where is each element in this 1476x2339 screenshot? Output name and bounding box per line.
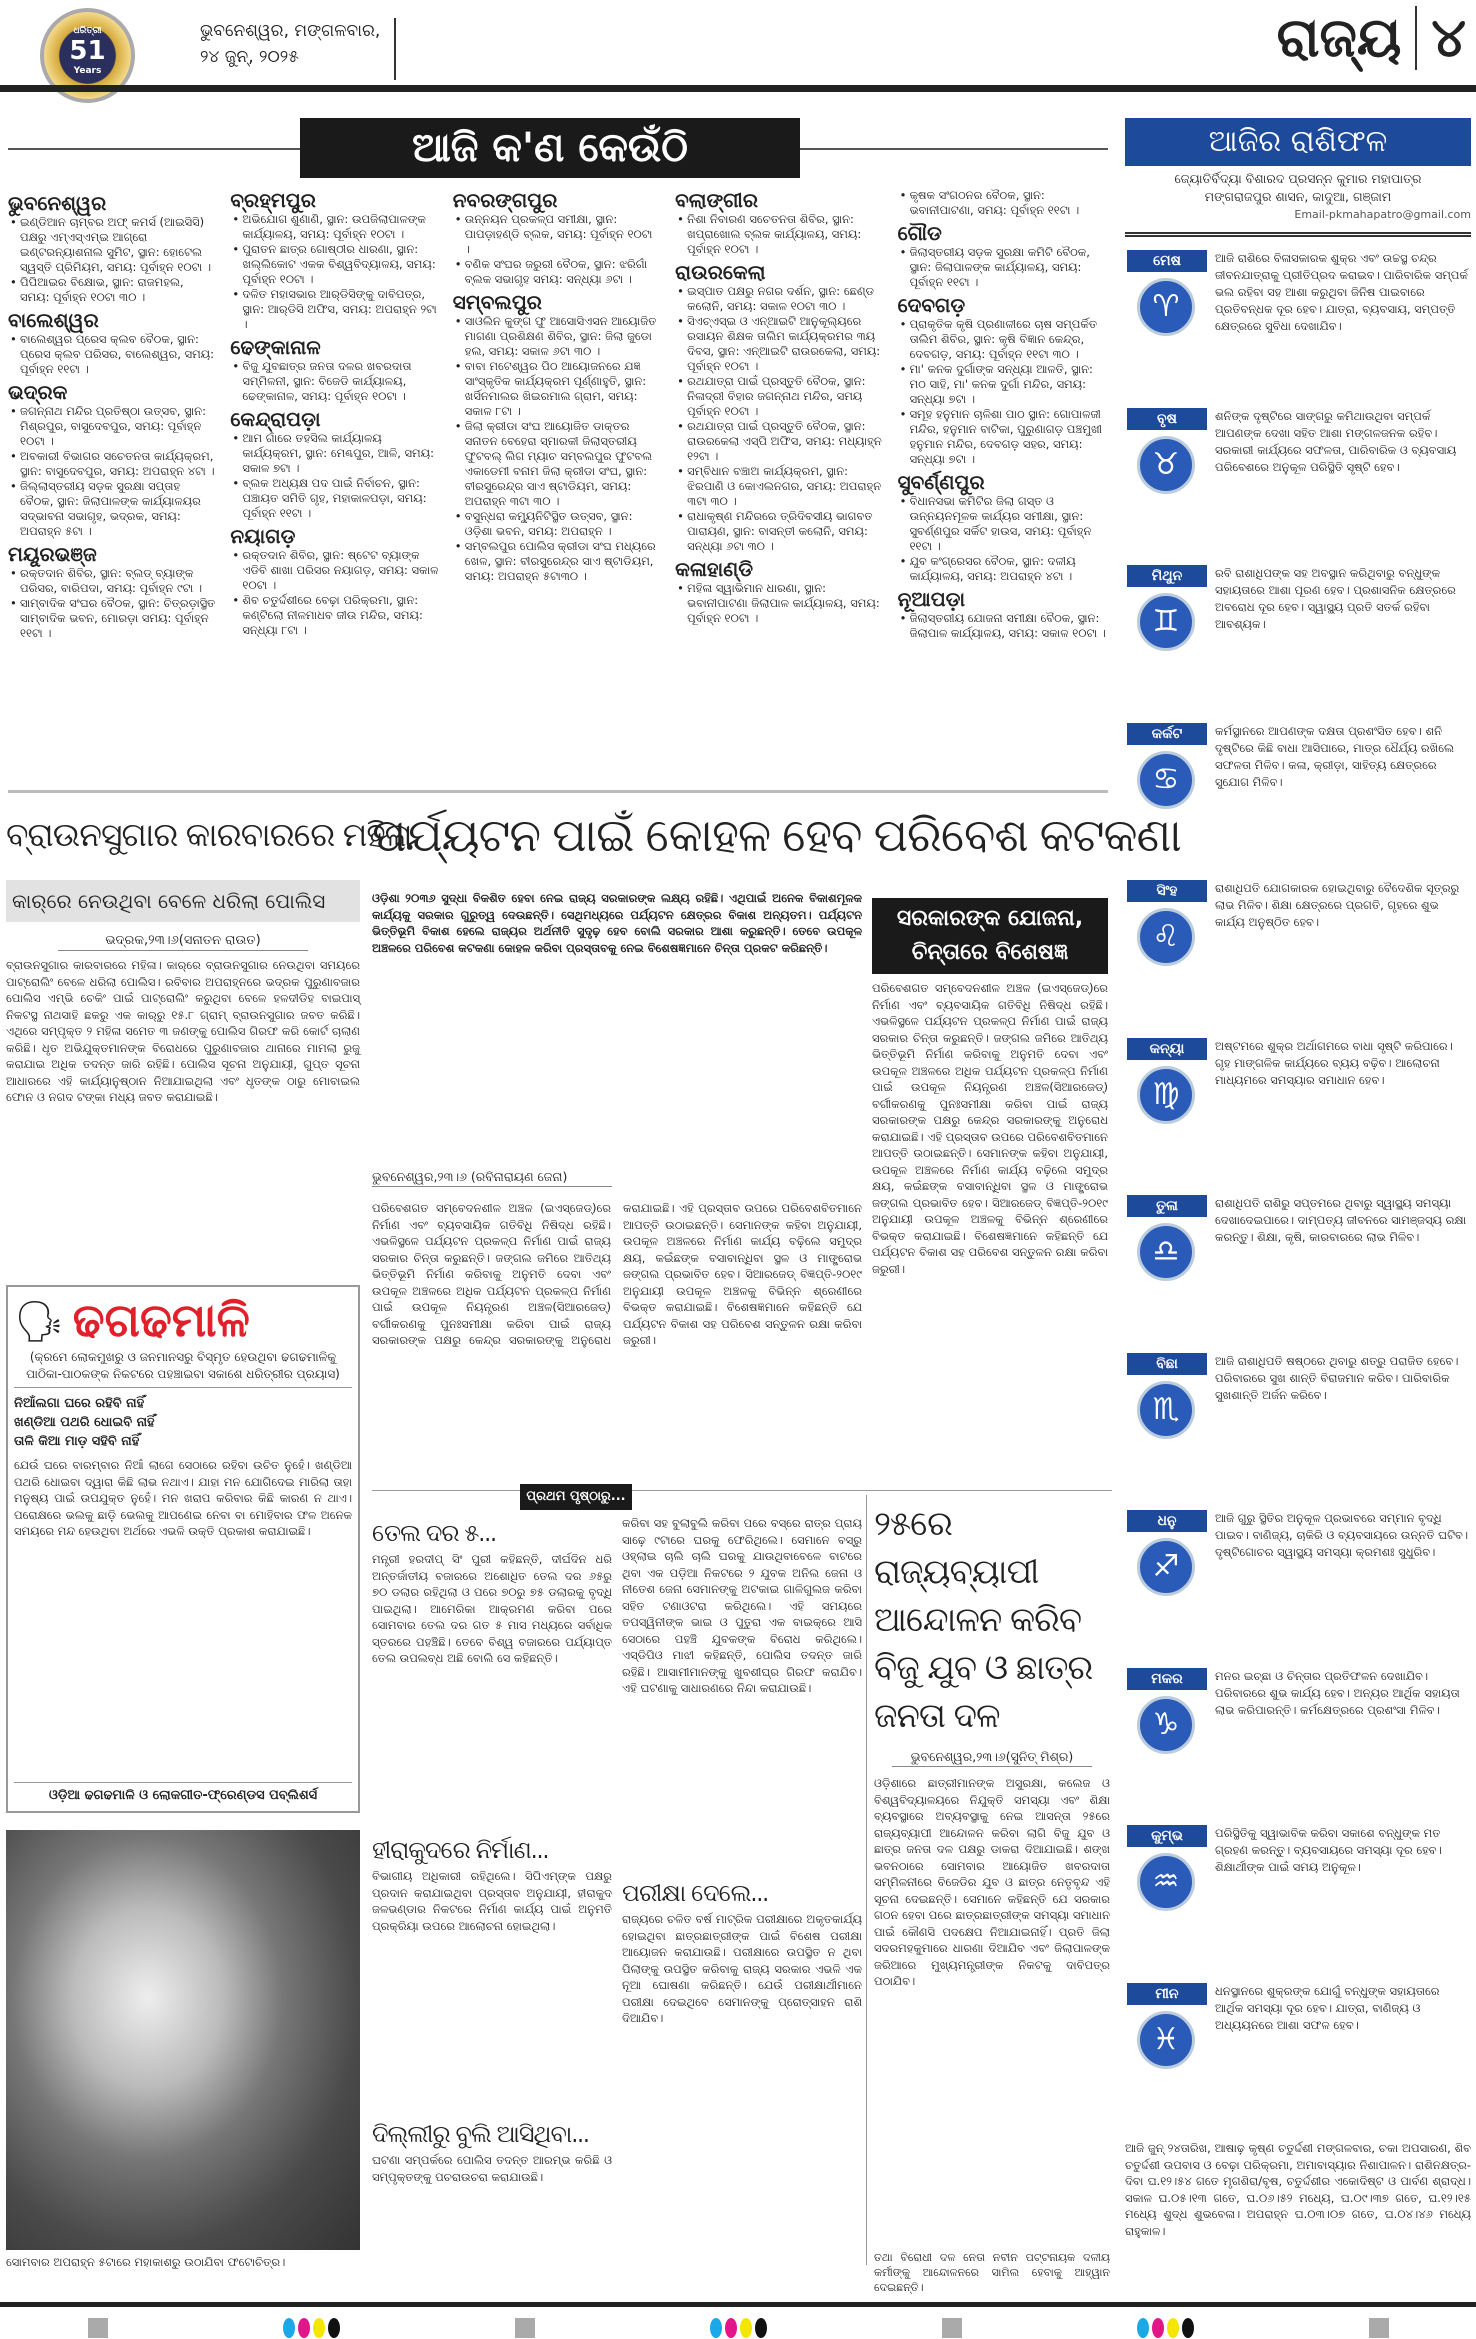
sign-text: କର୍ମସ୍ଥାନରେ ଆପଣଙ୍କ ଦକ୍ଷତା ପ୍ରଶଂସିତ ହେବ। ଶନି ଦୃଷ୍ଟିରେ କିଛି ବାଧା ଆସିପାରେ, ମାତ୍ର ଧୈର୍ଯ୍ୟ ରଖିଲେ ସଫଳତା ମିଳିବ। କଳା, କ୍ରୀଡ଼ା, ସାହିତ୍ୟ କ୍ଷେତ୍ରରେ ସୁଯୋଗ ମିଳିବ। — [1215, 723, 1454, 789]
cartoon-icon: 🗣 — [14, 1298, 65, 1345]
story2-side — [872, 898, 1108, 1475]
footer-rule — [0, 2302, 1476, 2307]
event-item: • ବସୁନ୍ଧରା କମ୍ୟୁନିଟିସ୍ଥିତ ଉତ୍ସବ, ସ୍ଥାନ: ଓଡ଼ିଶା ଭବନ, ସମୟ: ଅପରାହ୍ନ । — [453, 509, 661, 539]
continued-col2 — [622, 1515, 862, 2265]
continued-body: ବିଭାଗୀୟ ଅଧିକାରୀ ରହିଥିଲେ। ସିପିଏମ୍‌ଙ୍କ ପକ୍ଷରୁ ପ୍ରଦାନ କରାଯାଇଥିବା ପ୍ରସ୍ତାବ ଅନୁଯାୟୀ, ହୀରାକୁଦ ଜଳଭଣ୍ଡାର ନିକଟରେ ନିର୍ମାଣ କାର୍ଯ୍ୟ ପାଇଁ ଅନୁମତି ପ୍ରକ୍ରିୟା ଉପରେ ଆଲୋଚନା ହୋଇଥିଲା। — [372, 1869, 612, 1933]
event-item: • ଅଭିଯୋଗ ଶୁଣାଣି, ସ୍ଥାନ: ଉପଜିଲାପାଳଙ୍କ କାର୍ଯ୍ୟାଳୟ, ସମୟ: ପୂର୍ବାହ୍ନ ୧୦ଟା । — [230, 212, 438, 242]
event-city-heading: ଭଦ୍ରକ — [8, 380, 68, 404]
zodiac-icon: ♐ — [1137, 1538, 1195, 1596]
story3-footer: ତଥା ବିରୋଧୀ ଦଳ ନେତା ନବୀନ ପଟ୍ଟନାୟକ ଦଳୀୟ କର୍ମୀଙ୍କୁ ଆନ୍ଦୋଳନରେ ସାମିଲ ହେବାକୁ ଆହ୍ୱାନ ଦେଇଛନ୍ତି। — [874, 2251, 1110, 2294]
story1-body: ବ୍ରାଉନସୁଗାର କାରବାରରେ ମହିଳା। କାର୍‌ରେ ବ୍ରାଉନସୁଗାର ନେଉଥିବା ସମୟରେ ପାଟ୍ରୋଲିଂ ବେଳେ ଧରିଲା ପୋଲିସ। ରବିବାର ଅପରାହ୍ନରେ ଭଦ୍ରକ ପୁରୁଣାବଜାର ପୋଲିସ ଏମ୍‌ଭି ଚେକିଂ ପାଇଁ ପାଟ୍ରୋଲିଂ କରୁଥିବା ବେଳେ ହଳଦୀଡିହ ବାଇପାସ୍ ନିକଟସ୍ଥ ନାଥସାହି ଛକରୁ ଏକ କାର୍‌ରୁ ୧୫.୮ ଗ୍ରାମ୍ ବ୍ରାଉନସୁଗାର ଜବତ କରିଛି। ଏଥିରେ ସମ୍ପୃକ୍ତ ୨ ମହିଳା ସମେତ ୩ ଜଣଙ୍କୁ ପୋଲିସ ଗିରଫ କରି କୋର୍ଟ ଚାଲାଣ କରିଛି। ଧୃତ ଅଭିଯୁକ୍ତମାନଙ୍କ ବିରୋଧରେ ପୁରୁଣାବଜାର ଥାନାରେ ମାମଲା ରୁଜୁ କରାଯାଇ ଅଧିକ ତଦନ୍ତ ଜାରି ରହିଛି। ପୋଲିସ ସୂଚନା ଅନୁଯାୟୀ, ଗୁପ୍ତ ସୂଚନା ଆଧାରରେ ଏହି କାର୍ଯ୍ୟାନୁଷ୍ଠାନ ନିଆଯାଇଥିଲା ଏବଂ ଧୃତଙ୍କ ଠାରୁ ମୋବାଇଲ ଫୋନ ଓ ନଗଦ ଟଙ୍କା ମଧ୍ୟ ଜବତ କରାଯାଇଛି। — [6, 958, 360, 1104]
events-title: ଆଜି କ'ଣ କେଉଁଠି — [300, 118, 800, 178]
story2-body: ପରିବେଶଗତ ସମ୍ବେଦନଶୀଳ ଅଞ୍ଚଳ (ଇଏସ୍‌ଜେଡ୍)ରେ ନିର୍ମାଣ ଏବଂ ବ୍ୟବସାୟିକ ଗତିବିଧି ନିଷିଦ୍ଧ ରହିଛି। ଏଭଳିସ୍ଥଳେ ପର୍ଯ୍ୟଟନ ପ୍ରକଳ୍ପ ନିର୍ମାଣ ପାଇଁ ରାଜ୍ୟ ସରକାର ଚିନ୍ତା କରୁଛନ୍ତି। ଜଙ୍ଗଲ ଜମିରେ ଆତିଥ୍ୟ ଭିତ୍ତିଭୂମି ନିର୍ମାଣ କରିବାକୁ ଅନୁମତି ଦେବା ଏବଂ ଉପକୂଳ ଅଞ୍ଚଳରେ ଅଧିକ ପର୍ଯ୍ୟଟନ ପ୍ରକଳ୍ପ ନିର୍ମାଣ ପାଇଁ ଉପକୂଳ ନିୟନ୍ତ୍ରଣ ଅଞ୍ଚଳ(ସିଆରଜେଡ୍) ବର୍ଗୀକରଣକୁ ପୁନଃସମୀକ୍ଷା କରିବା ପାଇଁ ରାଜ୍ୟ ସରକାରଙ୍କ ପକ୍ଷରୁ କେନ୍ଦ୍ର ସରକାରଙ୍କୁ ଅନୁରୋଧ କରାଯାଇଛି। ଏହି ପ୍ରସ୍ତାବ ଉପରେ ପରିବେଶବିତମାନେ ଆପତ୍ତି ଉଠାଇଛନ୍ତି। ସେମାନଙ୍କ କହିବା ଅନୁଯାୟୀ, ଉପକୂଳ ଅଞ୍ଚଳରେ ନିର୍ମାଣ କାର୍ଯ୍ୟ ବଢ଼ିଲେ ସମୁଦ୍ର କ୍ଷୟ, କଇଁଛଙ୍କ ବସାବାନ୍ଧିବା ସ୍ଥଳ ଓ ମାଙ୍ଗ୍ରୋଭ ଜଙ୍ଗଲ ପ୍ରଭାବିତ ହେବ। ସିଆରଜେଡ୍ ବିଜ୍ଞପ୍ତି-୨୦୧୯ ଅନୁଯାୟୀ ଉପକୂଳ ଅଞ୍ଚଳକୁ ବିଭିନ୍ନ ଶ୍ରେଣୀରେ ବିଭକ୍ତ କରାଯାଇଛି। ବିଶେଷଜ୍ଞମାନେ କହିଛନ୍ତି ଯେ ପର୍ଯ୍ୟଟନ ବିକାଶ ସହ ପରିବେଶ ସନ୍ତୁଳନ ରକ୍ଷା କରିବା ଜରୁରୀ। — [372, 1201, 862, 1347]
print-registration-marks — [0, 2318, 1476, 2338]
event-item: • ମା' କନକ ଦୁର୍ଗାଙ୍କ ସନ୍ଧ୍ୟା ଆଳତି, ସ୍ଥାନ: ମଠ ସାହି, ମା' କନକ ଦୁର୍ଗା ମନ୍ଦିର, ସମୟ: ସନ୍ଧ୍ୟା ୭ଟା । — [898, 362, 1106, 407]
panjika: ଆଜି ଜୁନ୍ ୨୪ତାରିଖ, ଆଷାଢ଼ କୃଷ୍ଣ ଚତୁର୍ଦ୍ଦଶୀ ମଙ୍ଗଳବାର, ଚକା ଅପସାରଣ, ଶିବ ଚତୁର୍ଦ୍ଦଶୀ ଉପବାସ ଓ ବେଢ଼ା ପରିକ୍ରମା, ଅମାବାସ୍ୟାର ନିଶାପାଳନ। ରାଶିନକ୍ଷତ୍ର-ଦିବା ଘ.୧୨।୫୪ ଗତେ ମୃଗଶିରା/ବୃଷ, ଚତୁର୍ଦ୍ଦଶୀର ଏକୋଦିଷ୍ଟ ଓ ପାର୍ବଣ ଶ୍ରାଦ୍ଧ। ସକାଳ ଘ.୦୫।୧୩ ଗତେ, ଘ.୦୬।୫୨ ମଧ୍ୟେ, ଘ.୦୯।୩୭ ଗତେ, ଘ.୧୨।୧୫ ମଧ୍ୟେ ଶୁଦ୍ଧ ଶୁଭବେଳା। ଅପରାହ୍ନ ଘ.୦୩।୦୭ ଗତେ, ଘ.୦୪।୪୬ ମଧ୍ୟେ ରାହୁକାଳ। — [1125, 2141, 1471, 2238]
event-item: • ପ୍ରାକୃତିକ କୃଷି ପ୍ରଣାଳୀରେ ଚାଷ ସମ୍ପର୍କିତ ତାଲିମ ଶିବିର, ସ୍ଥାନ: କୃଷି ବିଜ୍ଞାନ କେନ୍ଦ୍ର, ଦେବଗଡ଼, ସମୟ: ପୂର୍ବାହ୍ନ ୧୧ଟା ୩୦ । — [898, 317, 1106, 362]
dateline: ଭୁବନେଶ୍ୱର, ମଙ୍ଗଳବାର, ୨୪ ଜୁନ୍, ୨୦୨୫ — [200, 18, 396, 80]
gray-mark — [1369, 2318, 1389, 2338]
sign-text: ଶନିଙ୍କ ଦୃଷ୍ଟିରେ ସାଙ୍ଗରୁ କମିଥାଉଥିବା ସମ୍ପର୍କ ଆପଣଙ୍କ ଦେଖା ସହିତ ଆଶା ମଙ୍ଗଳଜନକ ରହିବ। ସରକାରୀ କାର୍ଯ୍ୟରେ ସଫଳତା, ପାରିବାରିକ ଓ ବ୍ୟବସାୟ ପରିବେଶରେ ଅନୁକୂଳ ପରିସ୍ଥିତି ସୃଷ୍ଟି ହେବ। — [1215, 408, 1457, 474]
sign-label: କର୍କଟ — [1127, 723, 1207, 745]
story2-intro-cont: ପରିବେଶଗତ ସମ୍ବେଦନଶୀଳ ଅଞ୍ଚଳ (ଇଏସ୍‌ଜେଡ୍)ରେ ନିର୍ମାଣ ଏବଂ ବ୍ୟବସାୟିକ ଗତିବିଧି ନିଷିଦ୍ଧ ରହିଛି। ଏଭଳିସ୍ଥଳେ ପର୍ଯ୍ୟଟନ ପ୍ରକଳ୍ପ ନିର୍ମାଣ ପାଇଁ ରାଜ୍ୟ ସରକାର ଚିନ୍ତା କରୁଛନ୍ତି। ଜଙ୍ଗଲ ଜମିରେ ଆତିଥ୍ୟ ଭିତ୍ତିଭୂମି ନିର୍ମାଣ କରିବାକୁ ଅନୁମତି ଦେବା ଏବଂ ଉପକୂଳ ଅଞ୍ଚଳରେ ଅଧିକ ପର୍ଯ୍ୟଟନ ପ୍ରକଳ୍ପ ନିର୍ମାଣ ପାଇଁ ଉପକୂଳ ନିୟନ୍ତ୍ରଣ ଅଞ୍ଚଳ(ସିଆରଜେଡ୍) ବର୍ଗୀକରଣକୁ ପୁନଃସମୀକ୍ଷା କରିବା ପାଇଁ ରାଜ୍ୟ ସରକାରଙ୍କ ପକ୍ଷରୁ କେନ୍ଦ୍ର ସରକାରଙ୍କୁ ଅନୁରୋଧ କରାଯାଇଛି। ଏହି ପ୍ରସ୍ତାବ ଉପରେ ପରିବେଶବିତମାନେ ଆପତ୍ତି ଉଠାଇଛନ୍ତି। ସେମାନଙ୍କ କହିବା ଅନୁଯାୟୀ, ଉପକୂଳ ଅଞ୍ଚଳରେ ନିର୍ମାଣ କାର୍ଯ୍ୟ ବଢ଼ିଲେ ସମୁଦ୍ର କ୍ଷୟ, କଇଁଛଙ୍କ ବସାବାନ୍ଧିବା ସ୍ଥଳ ଓ ମାଙ୍ଗ୍ରୋଭ ଜଙ୍ଗଲ ପ୍ରଭାବିତ ହେବ। ସିଆରଜେଡ୍ ବିଜ୍ଞପ୍ତି-୨୦୧୯ ଅନୁଯାୟୀ ଉପକୂଳ ଅଞ୍ଚଳକୁ ବିଭିନ୍ନ ଶ୍ରେଣୀରେ ବିଭକ୍ତ କରାଯାଇଛି। ବିଶେଷଜ୍ଞମାନେ କହିଛନ୍ତି ଯେ ପର୍ଯ୍ୟଟନ ବିକାଶ ସହ ପରିବେଶ ସନ୍ତୁଳନ ରକ୍ଷା କରିବା ଜରୁରୀ। — [872, 981, 1108, 1276]
horoscope-sign — [1125, 1195, 1471, 1345]
story2-boxhead: ସରକାରଙ୍କ ଯୋଜନା, ଚିନ୍ତାରେ ବିଶେଷଜ୍ଞ — [872, 898, 1108, 974]
event-item: • ସାମ୍ବାଦିକ ସଂଘର ବୈଠକ, ସ୍ଥାନ: ଚିତ୍ରଡ଼ାସ୍ଥିତ ସାମ୍ବାଦିକ ଭବନ, ମୋରଡ଼ା ସମୟ: ପୂର୍ବାହ୍ନ ୧୧ଟା । — [8, 596, 216, 641]
divider — [1125, 232, 1471, 237]
event-item: • ଇଣ୍ଡିଆନ ଚାମ୍ବର ଅଫ୍ କମର୍ସ (ଆଇସିସି) ପକ୍ଷରୁ ଏମ୍ଏସ୍ଏମ୍ଇ ଆଗ୍ରୋ ଇଣ୍ଟରନ୍ୟାଶନାଲ ସୁମିଟ, ସ୍ଥାନ: ହୋଟେଲ ସ୍ୱସ୍ତି ପ୍ରିମିୟମ, ସମୟ: ପୂର୍ବାହ୍ନ ୧୦ଟା । — [8, 215, 216, 275]
sign-label: ଧନୁ — [1127, 1510, 1207, 1532]
section-header — [1277, 6, 1466, 70]
event-item: • ଜଗନ୍ନାଥ ମନ୍ଦିର ପ୍ରତିଷ୍ଠା ଉତ୍ସବ, ସ୍ଥାନ: ମିଶ୍ରପୁର, ବାସୁଦେବପୁର, ସମୟ: ପୂର୍ବାହ୍ନ ୧୦ଟା । — [8, 404, 216, 449]
sign-text: ରାଶାଧିପତି ଯୋଗକାରକ ହୋଇଥିବାରୁ ବୈଦେଶିକ ସୂତ୍ରରୁ ଲାଭ ମିଳିବ। ଶିକ୍ଷା କ୍ଷେତ୍ରରେ ପ୍ରଗତି, ଗୃହରେ ଶୁଭ କାର୍ଯ୍ୟ ଅନୁଷ୍ଠିତ ହେବ। — [1215, 881, 1460, 929]
verse-line: ତାଳି କିଆ ମାଡ଼ ସହିବି ନାହିଁ — [14, 1434, 140, 1449]
event-item: • ପିପିଆଇର ବିକ୍ଷୋଭ, ସ୍ଥାନ: ରାଜମହଲ, ସମୟ: ପୂର୍ବାହ୍ନ ୧୦ଟା ୩୦ । — [8, 275, 216, 305]
event-item: • ବ୍ଲକ ଅଧ୍ୟକ୍ଷ ପଦ ପାଇଁ ନିର୍ବାଚନ, ସ୍ଥାନ: ପଞ୍ଚାୟତ ସମିତି ଗୃହ, ମହାକାଳପଡ଼ା, ସମୟ: ପୂର୍ବାହ୍ନ ୧୧ଟା । — [230, 476, 438, 521]
event-city-heading: ଭୁବନେଶ୍ୱର — [8, 191, 107, 215]
verse-line: ନିଆଁଲଗା ଘରେ ରହିବି ନାହିଁ — [14, 1396, 145, 1411]
newspaper-logo: ଧରିତ୍ରୀ 51 Years — [40, 8, 135, 103]
dhagadamali-intro: (କ୍ରମେ ଲୋକମୁଖରୁ ଓ ଜନମାନସରୁ ବିସ୍ମୃତ ହେଉଥିବା ଢଗଢମାଳିକୁ ପାଠିକା-ପାଠକଙ୍କ ନିକଟରେ ପହଞ୍ଚାଇବା ସକାଶେ ଧରିତ୍ରୀର ପ୍ରୟାସ) — [14, 1349, 352, 1388]
continued-body: କରିବା ସହ ବୁଲାବୁଲି କରିବା ପରେ ବସ୍‌ରେ ରାତ୍ର ପ୍ରାୟ ସାଢ଼େ ୯ଟାରେ ଘରକୁ ଫେରିଥିଲେ। ସେମାନେ ବସ୍‌ରୁ ଓହ୍ଲାଇ ଚାଲି ଚାଲି ଘରକୁ ଯାଉଥିବାବେଳେ ବାଟରେ ଥିବା ଏକ ପଡ଼ିଆ ନିକଟରେ ୨ ଯୁବକ ଅନିଲ ଜେନା ଓ ନୀତେଶ ଜେନା ସେମାନଙ୍କୁ ଅଟକାଇ ଗାଳିଗୁଲଜ କରିବା ସହିତ ଟଣାଓଟରା କରିଥିଲେ। ଏହି ସମୟରେ ତପସ୍ୱିନୀଙ୍କ ଭାଇ ଓ ପୁତୁରା ଏକ ବାଇକ୍‌ରେ ଆସି ସେଠାରେ ପହଞ୍ଚି ଯୁବକଙ୍କ ବିରୋଧ କରିଥିଲେ। ଏସ୍‌ଡିପିଓ ମାଝୀ କହିଛନ୍ତି, ପୋଲିସ ତଦନ୍ତ ଜାରି ରହିଛି। ଆସାମୀମାନଙ୍କୁ ଖୁବଶୀଘ୍ର ଗିରଫ କରାଯିବ। ଏହି ଘଟଣାକୁ ସାଧାରଣରେ ନିନ୍ଦା କରାଯାଉଛି। — [622, 1516, 862, 1695]
dhagadamali-body: ଯେଉଁ ଘରେ ବାରମ୍ବାର ନିଆଁ ଲାଗେ ସେଠାରେ ରହିବା ଉଚିତ ନୁହେଁ। ଖଣ୍ଡିଆ ପଥରି ଧୋଇବା ଦ୍ୱାରା କିଛି ଲାଭ ନଥାଏ। ଯାହା ମନ ଯୋଗିଦେଇ ମାରିଲା ତାହା ମନୁଷ୍ୟ ପାଇଁ ଉପଯୁକ୍ତ ନୁହେଁ। ମନ ଖରାପ କରିବାର କିଛି କାରଣ ନ ଥାଏ। ପରୋକ୍ଷରେ ଭଲକୁ ଛାଡ଼ି ଭେଲକୁ ଆପଣେଇ ନେବା ବା ମୋହିବାର ଫଳ ଅନେକ ସମୟରେ ମନ୍ଦ ହେଉଥିବା ଅର୍ଥରେ ଏଭଳି ଉକ୍ତି ପ୍ରକାଶ କରାଯାଇଛି। — [14, 1458, 352, 1538]
sign-text: ରାଶାଧିପତି ରାଶିରୁ ସପ୍ତମରେ ଥିବାରୁ ସ୍ୱାସ୍ଥ୍ୟ ସମସ୍ୟା ଦେଖାଦେଇପାରେ। ଦାମ୍ପତ୍ୟ ଜୀବନରେ ସାମଞ୍ଜସ୍ୟ ରକ୍ଷା କରନ୍ତୁ। ଶିକ୍ଷା, କୃଷି, କାରବାରରେ ଲାଭ ମିଳିବ। — [1215, 1196, 1467, 1244]
story1-block — [6, 880, 360, 1275]
zodiac-icon: ♑ — [1137, 1696, 1195, 1754]
event-city-heading: ସମ୍ବଲପୁର — [452, 290, 542, 314]
dhagadamali-title: ଢଗଢମାଳି — [72, 1293, 250, 1347]
event-item: • ଯୁବ କଂଗ୍ରେସର ବୈଠକ, ସ୍ଥାନ: ଦଳୀୟ କାର୍ଯ୍ୟାଳୟ, ସମୟ: ଅପରାହ୍ନ ୪ଟା । — [898, 554, 1106, 584]
horoscope-sign — [1125, 723, 1471, 873]
event-city-heading: ବାଲେଶ୍ୱର — [8, 308, 99, 332]
event-item: • ଶିବ ଚତୁର୍ଦ୍ଦଶୀରେ ବେଢ଼ା ପରିକ୍ରମା, ସ୍ଥାନ: କଣ୍ଟିଲୋ ନୀଳମାଧବ ଜୀଉ ମନ୍ଦିର, ସମୟ: ସନ୍ଧ୍ୟା ୮ଟା । — [230, 593, 438, 638]
story1-dateline: ଭଦ୍ରକ,୨୩।୬(ସନାତନ ରାଉତ) — [58, 932, 308, 951]
continued-body: ମନ୍ତ୍ରୀ ହରଦୀପ୍ ସିଂ ପୁରୀ କହିଛନ୍ତି, ଦୀର୍ଘଦିନ ଧରି ଅନ୍ତର୍ଜାତୀୟ ବଜାରରେ ଅଶୋଧିତ ତେଲ ଦର ୬୫ରୁ ୭୦ ଡଲାର ରହିଥିଲା ଓ ପରେ ୭୦ରୁ ୭୫ ଡଲାରକୁ ବୃଦ୍ଧି ପାଇଥିଲା। ଆମେରିକା ଆକ୍ରମଣ କରିବା ପରେ ସୋମବାର ତେଲ ଦର ଗତ ୫ ମାସ ମଧ୍ୟରେ ସର୍ବାଧିକ ସ୍ତରରେ ପହଞ୍ଚିଛି। ତେବେ ବିଶ୍ୱ ବଜାରରେ ପର୍ଯ୍ୟାପ୍ତ ତେଲ ଉପଲବ୍ଧ ଅଛି ବୋଲି ସେ କହିଛନ୍ତି। — [372, 1552, 612, 1665]
sign-text: ମନର ଇଚ୍ଛା ଓ ଚିନ୍ତାର ପ୍ରତିଫଳନ ଦେଖାଯିବ। ପରିବାରରେ ଶୁଭ କାର୍ଯ୍ୟ ହେବ। ଅନ୍ୟର ଆର୍ଥିକ ସହାୟତା ଲାଭ କରିପାରନ୍ତି। କର୍ମକ୍ଷେତ୍ରରେ ପ୍ରଶଂସା ମିଳିବ। — [1215, 1668, 1460, 1717]
event-item: • ବାବା ମଟେଶ୍ୱର ପିଠ ଆୟୋଜନରେ ଯଜ୍ଞ ସାଂସ୍କୃତିକ କାର୍ଯ୍ୟକ୍ରମ ପୂର୍ଣ୍ଣାହୁତି, ସ୍ଥାନ: ଖର୍ସିନମାଲର ଖିଇରମାଲ ଗ୍ରାମ, ସମୟ: ସକାଳ ୮ଟା । — [453, 359, 661, 419]
event-item: • ଉନ୍ନୟନ ପ୍ରକଳ୍ପ ସମୀକ୍ଷା, ସ୍ଥାନ: ପାପଡ଼ାହଣ୍ଡି ବ୍ଲକ, ସମୟ: ପୂର୍ବାହ୍ନ ୧୦ଟା । — [453, 212, 661, 257]
sign-label: କନ୍ୟା — [1127, 1038, 1207, 1060]
zodiac-icon: ♈ — [1137, 278, 1195, 336]
event-city-heading: ନୂଆପଡ଼ା — [897, 587, 966, 611]
horoscope-sign — [1125, 1510, 1471, 1660]
sign-label: ମେଷ — [1127, 250, 1207, 272]
event-city-heading: ବ୍ରହ୍ମପୁର — [230, 188, 316, 212]
continued-label: ପ୍ରଥମ ପୃଷ୍ଠାରୁ... — [520, 1484, 632, 1510]
divider — [8, 790, 1108, 793]
sign-label: ମିଥୁନ — [1127, 565, 1207, 587]
cmyk-mark — [283, 2318, 340, 2338]
horoscope-sign — [1125, 250, 1471, 400]
event-city-heading: ନୟାଗଡ଼ — [230, 524, 296, 548]
event-item: • କୃଷକ ସଂଗଠନର ବୈଠକ, ସ୍ଥାନ: ଭବାନୀପାଟଣା, ସମୟ: ପୂର୍ବାହ୍ନ ୧୧ଟା । — [898, 188, 1106, 218]
divider — [866, 1495, 867, 2265]
story3-body: ଓଡ଼ିଶାରେ ଛାତ୍ରୀମାନଙ୍କ ଅସୁରକ୍ଷା, କଲେଜ ଓ ବିଶ୍ୱବିଦ୍ୟାଳୟରେ ନିଯୁକ୍ତି ସମସ୍ୟା ଏବଂ ଶିକ୍ଷା ବ୍ୟବସ୍ଥାରେ ଅବ୍ୟବସ୍ଥାକୁ ନେଇ ଆସନ୍ତା ୨୫ରେ ରାଜ୍ୟବ୍ୟାପୀ ଆନ୍ଦୋଳନ କରିବା ଲାଗି ବିଜୁ ଯୁବ ଓ ଛାତ୍ର ଜନତା ଦଳ ପକ୍ଷରୁ ଡାକରା ଦିଆଯାଇଛି। ଶଙ୍ଖ ଭବନଠାରେ ସୋମବାର ଆୟୋଜିତ ଖବରଦାତା ସମ୍ମିଳନୀରେ ବିଜେଡିର ଯୁବ ଓ ଛାତ୍ର ନେତୃବୃନ୍ଦ ଏହି ସୂଚନା ଦେଇଛନ୍ତି। ସେମାନେ କହିଛନ୍ତି ଯେ ସରକାର ଗଠନ ହେବା ପରେ ଛାତ୍ରଛାତ୍ରୀଙ୍କ ସମସ୍ୟା ସମାଧାନ ପାଇଁ କୌଣସି ପଦକ୍ଷେପ ନିଆଯାଇନାହିଁ। ପ୍ରତି ଜିଲା ସଦରମହକୁମାରେ ଧାରଣା ଦିଆଯିବ ଏବଂ ଜିଲାପାଳଙ୍କ ଜରିଆରେ ମୁଖ୍ୟମନ୍ତ୍ରୀଙ୍କ ନିକଟକୁ ଦାବିପତ୍ର ପଠାଯିବ। — [874, 1776, 1110, 1988]
sign-label: ତୁଳା — [1127, 1195, 1207, 1217]
event-item: • ନିଶା ନିବାରଣ ସଚେତନତା ଶିବିର, ସ୍ଥାନ: ଖପ୍ରାଖୋଲ ବ୍ଲକ କାର୍ଯ୍ୟାଳୟ, ସମୟ: ପୂର୍ବାହ୍ନ ୧୦ଟା । — [675, 212, 883, 257]
continued-body: ରାଜ୍ୟରେ ଚଳିତ ବର୍ଷ ମାଟ୍ରିକ ପରୀକ୍ଷାରେ ଅକୃତକାର୍ଯ୍ୟ ହୋଇଥିବା ଛାତ୍ରଛାତ୍ରୀଙ୍କ ପାଇଁ ବିଶେଷ ପରୀକ୍ଷା ଆୟୋଜନ କରାଯାଉଛି। ପରୀକ୍ଷାରେ ଉପସ୍ଥିତ ନ ଥିବା ପିଲାଙ୍କୁ ଉପସ୍ଥିତ କରିବାକୁ ରାଜ୍ୟ ସରକାର ଏଭଳି ଏକ ନୂଆ ଘୋଷଣା କରିଛନ୍ତି। ଯେଉଁ ପରୀକ୍ଷାର୍ଥୀମାନେ ପରୀକ୍ଷା ଦେଇଥିବେ ସେମାନଙ୍କୁ ପ୍ରୋତ୍ସାହନ ରାଶି ଦିଆଯିବ। — [622, 1912, 862, 2025]
horoscope-sign — [1125, 880, 1471, 1030]
event-item: • ରକ୍ତଦାନ ଶିବିର, ସ୍ଥାନ: ବ୍ଲଡ୍ ବ୍ୟାଙ୍କ ପରିସର, ବାରିପଦା, ସମୟ: ପୂର୍ବାହ୍ନ ୯ଟା । — [8, 566, 216, 596]
sign-text: ରବି ରାଶାଧିପଙ୍କ ସହ ଅବସ୍ଥାନ କରିଥିବାରୁ ବନ୍ଧୁଙ୍କ ସହାୟତାରେ ଆଶା ପୂରଣ ହେବ। ପ୍ରଶାସନିକ କ୍ଷେତ୍ରରେ ଅବରୋଧ ଦୂର ହେବ। ସ୍ୱାସ୍ଥ୍ୟ ପ୍ରତି ସତର୍କ ରହିବା ଆବଶ୍ୟକ। — [1215, 566, 1456, 631]
story2-headline: ପର୍ଯ୍ୟଟନ ପାଇଁ କୋହଳ ହେବ ପରିବେଶ କଟକଣା — [372, 808, 1181, 862]
zodiac-icon: ♊ — [1137, 593, 1195, 651]
event-item: • ସମୂହ ହନୁମାନ ଚାଳିଶା ପାଠ ସ୍ଥାନ: ଗୋପାଳଜୀ ମନ୍ଦିର, ହନୁମାନ ବାଟିକା, ପୁରୁଣାଗଡ଼ ପଞ୍ଚମୁଖୀ ହନୁମାନ ମନ୍ଦିର, ଦେବଗଡ଼ ସହର, ସମୟ: ସନ୍ଧ୍ୟା ୭ଟା । — [898, 407, 1106, 467]
horoscope-byline — [1125, 170, 1471, 224]
continued-head: ତେଲ ଦର ୫... — [372, 1519, 496, 1547]
event-item: • ବଣିକ ସଂଘର ଜରୁରୀ ବୈଠକ, ସ୍ଥାନ: ଝରିଗାଁ ବ୍ଲକ ସଭାଗୃହ ସମୟ: ସନ୍ଧ୍ୟା ୬ଟା । — [453, 257, 661, 287]
story1-subhead: କାର୍‌ରେ ନେଉଥିବା ବେଳେ ଧରିଲା ପୋଲିସ — [6, 880, 360, 922]
event-item: • ପୁରାତନ ଛାତ୍ର ଗୋଷ୍ଠୀର ଧାରଣା, ସ୍ଥାନ: ଖଲ୍ଲିକୋଟ ଏକକ ବିଶ୍ୱବିଦ୍ୟାଳୟ, ସମୟ: ପୂର୍ବାହ୍ନ ୧୦ଟା । — [230, 242, 438, 287]
event-item: • ଆମ ଗାଁରେ ତହସିଲ କାର୍ଯ୍ୟାଳୟ କାର୍ଯ୍ୟକ୍ରମ, ସ୍ଥାନ: ମେଣ୍ଢପୁର, ଆଳି, ସମୟ: ସକାଳ ୭ଟା । — [230, 431, 438, 476]
zodiac-icon: ♒ — [1137, 1853, 1195, 1911]
gray-mark — [515, 2318, 535, 2338]
story2-intro: ଓଡ଼ିଶା ୨୦୩୬ ସୁଦ୍ଧା ବିକଶିତ ହେବା ନେଇ ରାଜ୍ୟ ସରକାରଙ୍କ ଲକ୍ଷ୍ୟ ରହିଛି। ଏଥିପାଇଁ ଅନେକ ବିକାଶମୂଳକ କାର୍ଯ୍ୟକୁ ସରକାର ଗୁରୁତ୍ୱ ଦେଉଛନ୍ତି। ସେଥିମଧ୍ୟରେ ପର୍ଯ୍ୟଟନ କ୍ଷେତ୍ରର ବିକାଶ ଅନ୍ୟତମ। ପର୍ଯ୍ୟଟନ ଭିତ୍ତିଭୂମି ବିକାଶ ହେଲେ ରାଜ୍ୟର ଅର୍ଥନୀତି ସୁଦୃଢ଼ ହେବ ବୋଲି ସରକାର ଆଶା କରୁଛନ୍ତି। ତେବେ ଉପକୂଳ ଅଞ୍ଚଳରେ ପରିବେଶ କଟକଣା କୋହଳ କରିବା ପ୍ରସ୍ତାବକୁ ନେଇ ବିଶେଷଜ୍ଞମାନେ ଚିନ୍ତା ପ୍ରକଟ କରିଛନ୍ତି। — [372, 891, 862, 955]
story3-block — [874, 1500, 1110, 2295]
horoscope-sign — [1125, 565, 1471, 715]
sign-text: ପରିସ୍ଥିତିକୁ ସ୍ୱାଭାବିକ କରିବା ସକାଶେ ବନ୍ଧୁଙ୍କ ମତ ଗ୍ରହଣ କରନ୍ତୁ। ବ୍ୟବସାୟରେ ସମସ୍ୟା ଦୂର ହେବ। ଶିକ୍ଷାର୍ଥୀଙ୍କ ପାଇଁ ସମୟ ଅନୁକୂଳ। — [1215, 1826, 1442, 1874]
event-city-heading: ଢେଙ୍କାନାଳ — [230, 335, 321, 359]
event-item: • ରାଧାକୃଷ୍ଣ ମନ୍ଦିରରେ ତ୍ରିଦିବସୀୟ ଭାଗବତ ପାରାୟଣ, ସ୍ଥାନ: ବାସନ୍ତୀ କଲୋନି, ସମୟ: ସନ୍ଧ୍ୟା ୬ଟା ୩୦ । — [675, 509, 883, 554]
event-item: • ବିଧାନସଭା କମିଟିର ଜିଲା ଗସ୍ତ ଓ ଉନ୍ନୟନମୂଳକ କାର୍ଯ୍ୟର ସମୀକ୍ଷା, ସ୍ଥାନ: ସୁବର୍ଣ୍ଣପୁର ସର୍କିଟ ହାଉସ, ସମୟ: ପୂର୍ବାହ୍ନ ୧୧ଟା । — [898, 494, 1106, 554]
section-name: ରାଜ୍ୟ — [1276, 6, 1402, 69]
sign-label: କୁମ୍ଭ — [1127, 1825, 1207, 1847]
event-item: • ଇସ୍ପାତ ପକ୍ଷରୁ ନଗର ଦର୍ଶନ, ସ୍ଥାନ: ଛେଣ୍ଡ କଲୋନି, ସମୟ: ସକାଳ ୧୦ଟା ୩୦ । — [675, 284, 883, 314]
zodiac-icon: ♋ — [1137, 751, 1195, 809]
zodiac-icon: ♓ — [1137, 2011, 1195, 2069]
event-item: • ସାଓଲିନ କୁଙ୍ଗ ଫୁ ଆସୋସିଏସନ ଆୟୋଜିତ ମାଗଣା ପ୍ରଶିକ୍ଷଣ ଶିବିର, ସ୍ଥାନ: ଜିଲା ଜୁଡୋ ହଲ, ସମୟ: ସକାଳ ୬ଟା ୩୦ । — [453, 314, 661, 359]
zodiac-icon: ♍ — [1137, 1066, 1195, 1124]
sign-label: ସିଂହ — [1127, 880, 1207, 902]
sign-text: ଅଷ୍ଟମରେ ଶୁକ୍ର ଅର୍ଥାଗମରେ ବାଧା ସୃଷ୍ଟି କରିପାରେ। ଗୃହ ମାଙ୍ଗଳିକ କାର୍ଯ୍ୟରେ ବ୍ୟୟ ବଢ଼ିବ। ଆଲୋଚନା ମାଧ୍ୟମରେ ସମସ୍ୟାର ସମାଧାନ ହେବ। — [1215, 1038, 1453, 1087]
gray-mark — [88, 2318, 108, 2338]
dhagadamali-source: ଓଡ଼ିଆ ଢଗଢମାଳି ଓ ଲୋକଗୀତ-ଫ୍ରେଣ୍ଡସ ପବ୍ଲିଶର୍ସ — [14, 1782, 352, 1805]
event-city-heading: ଗୌଡ — [897, 221, 942, 245]
event-item: • ରକ୍ତଦାନ ଶିବିର, ସ୍ଥାନ: ଷ୍ଟେଟ ବ୍ୟାଙ୍କ ଏଡିବି ଶାଖା ପରିସର ନୟାଗଡ଼, ସମୟ: ସକାଳ ୧୦ଟା । — [230, 548, 438, 593]
event-city-heading: ରାଉରକେଲା — [675, 260, 766, 284]
sign-label: ବିଛା — [1127, 1353, 1207, 1375]
sign-label: ମୀନ — [1127, 1983, 1207, 2005]
astrologer-name: ଜ୍ୟୋତିର୍ବିଦ୍ୟା ବିଶାରଦ ପ୍ରସନ୍ନ କୁମାର ମହାପାତ୍ର — [1174, 171, 1422, 186]
horoscope-sign — [1125, 408, 1471, 558]
sign-text: ଆଜି ରାଶାଧିପତି ଷଷ୍ଠରେ ଥିବାରୁ ଶତ୍ରୁ ପରାଜିତ ହେବେ। ପରିବାରରେ ସୁଖ ଶାନ୍ତି ବିରାଜମାନ କରିବ। ପାରିବାରିକ ସୁଖଶାନ୍ତି ଅର୍ଜନ କରିବେ। — [1215, 1353, 1459, 1402]
event-city-heading: ନବରଙ୍ଗପୁର — [452, 188, 558, 212]
event-item: • ସମ୍ବିଧାନ ବଞ୍ଚାଅ କାର୍ଯ୍ୟକ୍ରମ, ସ୍ଥାନ: ଝିରପାଣି ଓ କୋଏଲନଗର, ସମୟ: ଅପରାହ୍ନ ୩ଟା ୩୦ । — [675, 464, 883, 509]
event-item: • ବାଲେଶ୍ୱର ପ୍ରେସ କ୍ଲବ ବୈଠକ, ସ୍ଥାନ: ପ୍ରେସ କ୍ଲବ ପରିସର, ବାଲେଶ୍ୱର, ସମୟ: ପୂର୍ବାହ୍ନ ୧୧ଟା । — [8, 332, 216, 377]
zodiac-icon: ♎ — [1137, 1223, 1195, 1281]
dhagadamali-verse — [14, 1394, 352, 1451]
story3-dateline: ଭୁବନେଶ୍ୱର,୨୩।୬(ସୁନିତ୍ ମିଶ୍ର) — [892, 1748, 1092, 1767]
gray-mark — [942, 2318, 962, 2338]
event-city-heading: କେନ୍ଦ୍ରାପଡ଼ା — [230, 407, 321, 431]
horoscope-sign — [1125, 1825, 1471, 1975]
event-city-heading: ବଲାଙ୍ଗୀର — [675, 188, 759, 212]
cmyk-mark — [710, 2318, 767, 2338]
event-item: • ଦଳିତ ମହାସଭାର ଆର୍‌ଡିସିଙ୍କୁ ଦାବିପତ୍ର, ସ୍ଥାନ: ଆର୍‌ଡିସି ଅଫିସ, ସମୟ: ଅପରାହ୍ନ ୨ଟା । — [230, 287, 438, 332]
event-item: • ଜିଲାସ୍ତରୀୟ ଯୋଜନା ସମୀକ୍ଷା ବୈଠକ, ସ୍ଥାନ: ଜିଲାପାଳ କାର୍ଯ୍ୟାଳୟ, ସମୟ: ସକାଳ ୧୦ଟା । — [898, 611, 1106, 641]
continued-head: ପରୀକ୍ଷା ଦେଲେ... — [622, 1879, 769, 1907]
events-list — [8, 188, 1106, 641]
story2-dateline: ଭୁବନେଶ୍ୱର,୨୩।୬ (ରବିନାରାୟଣ ଜେନା) — [372, 1168, 612, 1187]
event-item: • ସମ୍ବଲପୁର ପୋଲିସ କ୍ରୀଡା ସଂଘ ମଧ୍ୟରେ ଖେଳ, ସ୍ଥାନ: ବୀରସୁରେନ୍ଦ୍ର ସାଏ ଷ୍ଟାଡିୟମ, ସମୟ: ଅପରାହ୍ନ ୫ଟା୩୦ । — [453, 539, 661, 584]
sign-label: ମକର — [1127, 1668, 1207, 1690]
horoscope-sign — [1125, 1353, 1471, 1503]
story1-headline: ବ୍ରାଉନସୁଗାର କାରବାରରେ ମହିଳା — [6, 815, 412, 854]
event-city-heading: ସୁବର୍ଣ୍ଣପୁର — [897, 470, 985, 494]
continued-head: ଦିଲ୍ଲୀରୁ ବୁଲି ଆସିଥିବା... — [372, 2120, 589, 2148]
event-item: • ଜିଲାସ୍ତରୀୟ ସଡ଼କ ସୁରକ୍ଷା କମିଟି ବୈଠକ, ସ୍ଥାନ: ଜିଲାପାଳଙ୍କ କାର୍ଯ୍ୟାଳୟ, ସମୟ: ପୂର୍ବାହ୍ନ ୧୧ଟା । — [898, 245, 1106, 290]
event-city-heading: କଳାହାଣ୍ଡି — [675, 557, 754, 581]
astrologer-email: Email-pkmahapatro@gmail.com — [1294, 208, 1471, 221]
horoscope-sign — [1125, 1038, 1471, 1188]
continued-head: ହୀରାକୁଦରେ ନିର୍ମାଣ... — [372, 1836, 549, 1864]
satellite-caption: ସୋମବାର ଅପରାହ୍ନ ୫ଟାରେ ମହାକାଶରୁ ଉଠାଯିବା ଫଟୋଚିତ୍ର। — [6, 2255, 286, 2269]
satellite-image — [6, 1830, 360, 2250]
event-item: • ଜିଲ୍ଲାସ୍ତରୀୟ ସଡ଼କ ସୁରକ୍ଷା ସପ୍ତାହ ବୈଠକ, ସ୍ଥାନ: ଜିଲାପାଳଙ୍କ କାର୍ଯ୍ୟାଳୟର ସଦ୍ଭାବନା ସଭାଗୃହ, ଭଦ୍ରକ, ସମୟ: ଅପରାହ୍ନ ୫ଟା । — [8, 479, 216, 539]
dhagadamali-box — [6, 1285, 360, 1813]
event-item: • ଅବକାରୀ ବିଭାଗର ସଚେତନତା କାର୍ଯ୍ୟକ୍ରମ, ସ୍ଥାନ: ବାସୁଦେବପୁର, ସମୟ: ଅପରାହ୍ନ ୪ଟା । — [8, 449, 216, 479]
astrologer-address: ମଙ୍ଗରାଜପୁର ଶାସନ, କାଦୁଆ, ଗଞ୍ଜାମ — [1204, 189, 1392, 204]
sign-text: ଆଜି ରାଶିରେ ବିଳାସକାରକ ଶୁକ୍ର ଏବଂ ଉଚ୍ଚସ୍ଥ ଚନ୍ଦ୍ର ଜୀବନଯାତ୍ରାକୁ ପ୍ରୀତିପ୍ରଦ କରାଇବ। ପାରିବାରିକ ସମ୍ପର୍କ ଭଲ ରହିବା ସହ ଆଶା କରୁଥିବା ଜିନିଷ ପାଇବାରେ ପ୍ରତିବନ୍ଧକ ଦୂର ହେବ। ଯାତ୍ରା, ବ୍ୟବସାୟ, ସମ୍ପତ୍ତି କ୍ଷେତ୍ରରେ ସୁବିଧା ଦେଖାଯିବ। — [1215, 251, 1468, 333]
event-item: • ରଥଯାତ୍ରା ପାଇଁ ପ୍ରସ୍ତୁତି ବୈଠକ, ସ୍ଥାନ: ରାଉରକେଲା ଏସ୍‌ପି ଅଫିସ, ସମୟ: ମଧ୍ୟାହ୍ନ ୧୨ଟା । — [675, 419, 883, 464]
event-item: • ବିଜୁ ଯୁବଛାତ୍ର ଜନତା ଦଳର ଖବରଦାତା ସମ୍ମିଳନୀ, ସ୍ଥାନ: ବିଜେଡି କାର୍ଯ୍ୟାଳୟ, ଢେଙ୍କାନାଳ, ସମୟ: ପୂର୍ବାହ୍ନ ୧୦ଟା । — [230, 359, 438, 404]
divider — [372, 1490, 1112, 1491]
event-city-heading: ମୟୂରଭଞ୍ଜ — [8, 542, 97, 566]
zodiac-icon: ♏ — [1137, 1381, 1195, 1439]
event-city-heading: ଦେବଗଡ଼ — [897, 293, 966, 317]
story3-headline: ୨୫ରେ ରାଜ୍ୟବ୍ୟାପୀ ଆନ୍ଦୋଳନ କରିବ ବିଜୁ ଯୁବ ଓ ଛାତ୍ର ଜନତା ଦଳ — [874, 1504, 1093, 1736]
header-rule — [0, 85, 1476, 92]
sign-text: ଧନସ୍ଥାନରେ ଶୁକ୍ରଙ୍କ ଯୋଗୁଁ ବନ୍ଧୁଙ୍କ ସହାୟତାରେ ଆର୍ଥିକ ସମସ୍ୟା ଦୂର ହେବ। ଯାତ୍ରା, ବାଣିଜ୍ୟ ଓ ଅଧ୍ୟୟନରେ ଆଶା ସଫଳ ହେବ। — [1215, 1983, 1440, 2032]
sign-text: ଆଜି ଗୁରୁ ସ୍ଥିତିର ଅନୁକୂଳ ପ୍ରଭାବରେ ସମ୍ମାନ ବୃଦ୍ଧି ପାଇବ। ବାଣିଜ୍ୟ, ଚାକିରି ଓ ବ୍ୟବସାୟରେ ଉନ୍ନତି ଘଟିବ। ଦୃଷ୍ଟିଗୋଚର ସ୍ୱାସ୍ଥ୍ୟ ସମସ୍ୟା କ୍ରମଶଃ ସୁଧୁରିବ। — [1215, 1511, 1469, 1559]
sign-label: ବୃଷ — [1127, 408, 1207, 430]
event-item: • ରଥଯାତ୍ରା ପାଇଁ ପ୍ରସ୍ତୁତି ବୈଠକ, ସ୍ଥାନ: ନିଳାଦ୍ରୀ ବିହାର ଜଗନ୍ନାଥ ମନ୍ଦିର, ସମୟ ପୂର୍ବାହ୍ନ ୧୦ଟା । — [675, 374, 883, 419]
horoscope-title: ଆଜିର ରାଶିଫଳ — [1125, 118, 1471, 166]
cmyk-mark — [1137, 2318, 1194, 2338]
zodiac-icon: ♉ — [1137, 436, 1195, 494]
event-item: • ମହିଳା ସ୍ୱାଭିମାନ ଧାରଣା, ସ୍ଥାନ: ଭବାନୀପାଟଣା ଜିଲାପାଳ କାର୍ଯ୍ୟାଳୟ, ସମୟ: ପୂର୍ବାହ୍ନ ୧୦ଟା । — [675, 581, 883, 626]
event-item: • ସିଏଚ୍ଏସ୍ଇ ଓ ଏନ୍ଆଇଟି ଆନୁକୂଲ୍ୟରେ ରସାୟନ ଶିକ୍ଷକ ତାଲିମ କାର୍ଯ୍ୟକ୍ରମର ୩ୟ ଦିବସ, ସ୍ଥାନ: ଏନ୍ଆଇଟି ରାଉରକେଲା, ସମୟ: ପୂର୍ବାହ୍ନ ୧୦ଟା । — [675, 314, 883, 374]
page-number: ୪ — [1415, 6, 1466, 70]
horoscope-sign — [1125, 1983, 1471, 2133]
zodiac-icon: ♌ — [1137, 908, 1195, 966]
horoscope-sign — [1125, 1668, 1471, 1818]
continued-col1 — [372, 1515, 612, 2265]
continued-body: ଘଟଣା ସମ୍ପର୍କରେ ପୋଲିସ ତଦନ୍ତ ଆରମ୍ଭ କରିଛି ଓ ସମ୍ପୃକ୍ତଙ୍କୁ ପଚରାଉଚରା କରାଯାଉଛି। — [372, 2153, 612, 2184]
event-item: • ଜିଲା କ୍ରୀଡା ସଂଘ ଆୟୋଜିତ ଡାକ୍ତର ସନାତନ ବେହେରା ସ୍ମାରକୀ ଜିଲାସ୍ତରୀୟ ଫୁଟବଲ୍ ଲିଗ ମ୍ୟାଚ ସମ୍ବଲପୁର ଫୁଟବଲ ଏକାଡେମୀ ବନାମ ଜିଲା କ୍ରୀଡା ସଂଘ, ସ୍ଥାନ: ବୀରସୁରେନ୍ଦ୍ର ସାଏ ଷ୍ଟାଡିୟମ, ସମୟ: ଅପରାହ୍ନ ୩ଟା ୩୦ । — [453, 419, 661, 509]
verse-line: ଖଣ୍ଡିଆ ପଥରି ଧୋଇବି ନାହିଁ — [14, 1415, 155, 1430]
